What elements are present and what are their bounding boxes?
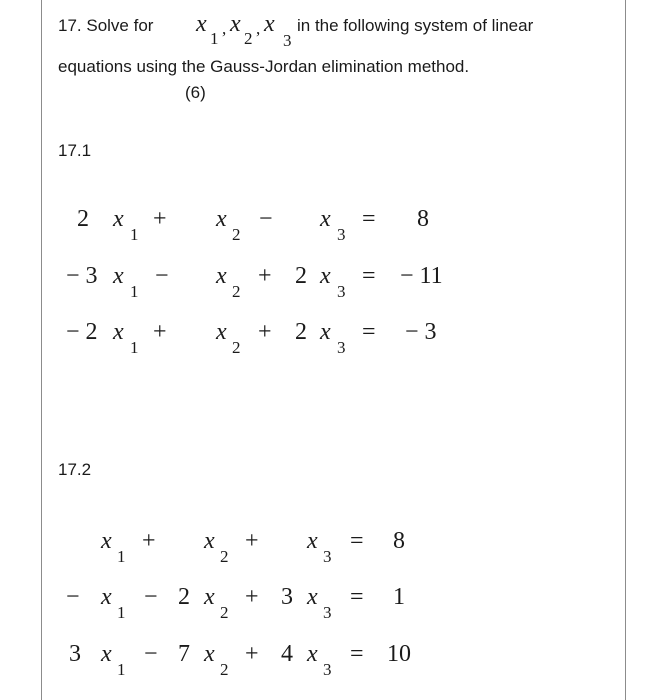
rhs-r2: − 11 — [400, 263, 443, 289]
coef-s3-c3: 4 — [281, 641, 293, 667]
sub-s3-3: 3 — [323, 660, 332, 679]
coef-r3-c3: 2 — [295, 319, 307, 345]
var-s1-x1: x — [101, 528, 112, 554]
part-label-17-2: 17.2 — [58, 460, 92, 479]
coef-s2-c3: 3 — [281, 584, 293, 610]
marks: (6) — [185, 83, 206, 102]
sub-s3-2: 2 — [220, 660, 229, 679]
op-r2-1: − — [155, 263, 169, 289]
equals-s3: = — [350, 641, 364, 667]
rhs-s2: 1 — [393, 584, 405, 610]
op-s2-1: − — [144, 584, 158, 610]
var-s2-x1: x — [101, 584, 112, 610]
var-r1-x2: x — [216, 206, 227, 232]
sub-r1-2: 2 — [232, 225, 241, 244]
equals-r2: = — [362, 263, 376, 289]
coef-r2-c1: − 3 — [66, 263, 98, 289]
comma-2: , — [256, 19, 261, 38]
coef-s2-c1: − — [66, 584, 80, 610]
coef-r1-c1: 2 — [77, 206, 89, 232]
sub-r2-3: 3 — [337, 282, 346, 301]
op-r2-2: + — [258, 263, 272, 289]
var-r3-x1: x — [113, 319, 124, 345]
sub-r3-1: 1 — [130, 338, 139, 357]
var-s3-x3: x — [307, 641, 318, 667]
coef-r2-c3: 2 — [295, 263, 307, 289]
equals-r3: = — [362, 319, 376, 345]
var-r1-x1: x — [113, 206, 124, 232]
var-r2-x1: x — [113, 263, 124, 289]
var-s3-x2: x — [204, 641, 215, 667]
sub-s3-1: 1 — [117, 660, 126, 679]
op-s1-1: + — [142, 528, 156, 554]
op-r3-2: + — [258, 319, 272, 345]
var-x2: x — [230, 11, 241, 37]
sub-s2-1: 1 — [117, 603, 126, 622]
coef-r3-c1: − 2 — [66, 319, 98, 345]
op-r3-1: + — [153, 319, 167, 345]
rhs-r1: 8 — [417, 206, 429, 232]
rhs-r3: − 3 — [405, 319, 437, 345]
var-s1-x2: x — [204, 528, 215, 554]
sub-r2-2: 2 — [232, 282, 241, 301]
equals-s1: = — [350, 528, 364, 554]
var-x3: x — [264, 11, 275, 37]
comma-1: , — [222, 19, 227, 38]
sub-r1-3: 3 — [337, 225, 346, 244]
sub-2: 2 — [244, 29, 253, 48]
var-r2-x2: x — [216, 263, 227, 289]
sub-s1-3: 3 — [323, 547, 332, 566]
coef-s2-c2: 2 — [178, 584, 190, 610]
var-r3-x3: x — [320, 319, 331, 345]
problem-intro: 17. Solve for — [58, 16, 154, 35]
sub-r1-1: 1 — [130, 225, 139, 244]
var-r1-x3: x — [320, 206, 331, 232]
right-margin-line — [625, 0, 626, 700]
var-r2-x3: x — [320, 263, 331, 289]
equals-r1: = — [362, 206, 376, 232]
var-s2-x3: x — [307, 584, 318, 610]
problem-line-2: equations using the Gauss-Jordan elimination method. — [58, 57, 470, 76]
op-s3-2: + — [245, 641, 259, 667]
sub-3: 3 — [283, 31, 292, 50]
sub-s1-2: 2 — [220, 547, 229, 566]
sub-s1-1: 1 — [117, 547, 126, 566]
var-s1-x3: x — [307, 528, 318, 554]
left-margin-line — [41, 0, 42, 700]
sub-s2-2: 2 — [220, 603, 229, 622]
var-s3-x1: x — [101, 641, 112, 667]
op-s1-2: + — [245, 528, 259, 554]
op-s2-2: + — [245, 584, 259, 610]
rhs-s1: 8 — [393, 528, 405, 554]
sub-r3-3: 3 — [337, 338, 346, 357]
var-s2-x2: x — [204, 584, 215, 610]
equals-s2: = — [350, 584, 364, 610]
part-label-17-1: 17.1 — [58, 141, 92, 160]
op-r1-2: − — [259, 206, 273, 232]
op-r1-1: + — [153, 206, 167, 232]
sub-r3-2: 2 — [232, 338, 241, 357]
coef-s3-c1: 3 — [69, 641, 81, 667]
rhs-s3: 10 — [387, 641, 411, 667]
coef-s3-c2: 7 — [178, 641, 190, 667]
sub-r2-1: 1 — [130, 282, 139, 301]
problem-intro-rest: in the following system of linear — [297, 16, 534, 35]
sub-s2-3: 3 — [323, 603, 332, 622]
var-x1: x — [196, 11, 207, 37]
op-s3-1: − — [144, 641, 158, 667]
var-r3-x2: x — [216, 319, 227, 345]
sub-1: 1 — [210, 29, 219, 48]
